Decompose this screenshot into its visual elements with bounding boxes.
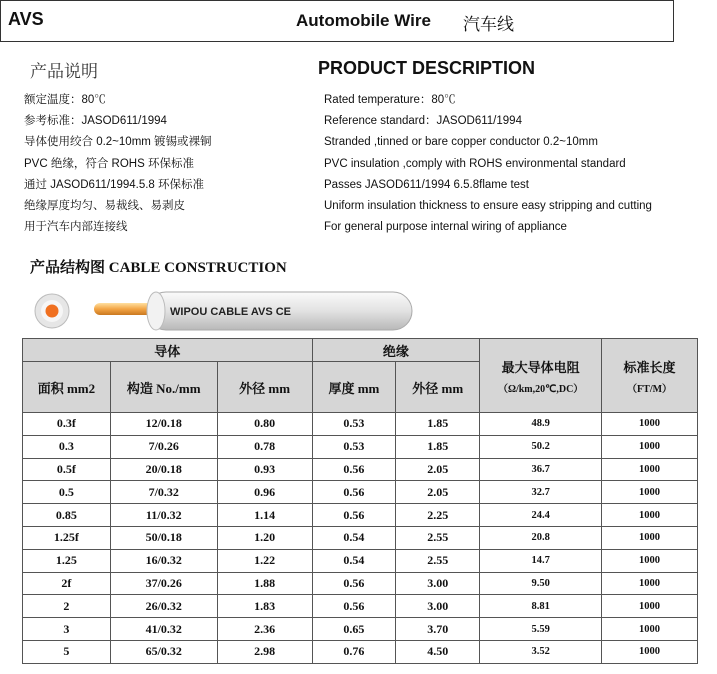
thickness-cell: 0.53 <box>312 413 396 436</box>
table-row <box>23 458 698 481</box>
product-code: AVS <box>8 9 44 29</box>
area-cell: 0.3 <box>23 435 111 458</box>
length-header-label: 标准长度 <box>623 359 676 375</box>
insulation-od-cell: 2.05 <box>396 481 480 504</box>
area-cell: 2f <box>23 572 111 595</box>
structure-cell: 20/0.18 <box>110 458 217 481</box>
description-line-en: Rated temperature：80℃ <box>324 94 456 106</box>
resistance-cell: 8.81 <box>480 595 602 618</box>
insulation-od-cell: 2.55 <box>396 526 480 549</box>
cable-print-text: WIPOU CABLE AVS CE <box>170 306 292 318</box>
resistance-header-unit: （Ω/km,20℃,DC） <box>497 383 584 395</box>
length-cell: 1000 <box>602 504 698 527</box>
table-row <box>23 413 698 436</box>
insulation-od-cell: 1.85 <box>396 435 480 458</box>
description-line-en: Passes JASOD611/1994 6.5.8flame test <box>324 178 529 191</box>
thickness-cell: 0.56 <box>312 458 396 481</box>
resistance-cell: 20.8 <box>480 526 602 549</box>
table-row <box>23 481 698 504</box>
area-cell: 0.3f <box>23 413 111 436</box>
description-line-zh: 导体使用绞合 0.2~10mm 镀锡或裸铜 <box>24 136 212 149</box>
description-line-zh: 用于汽车内部连接线 <box>24 221 128 234</box>
table-row <box>23 549 698 572</box>
cable-illustration <box>22 286 422 338</box>
description-line-zh: 额定温度：80℃ <box>24 94 106 106</box>
length-cell: 1000 <box>602 595 698 618</box>
structure-cell: 7/0.26 <box>110 435 217 458</box>
structure-cell: 26/0.32 <box>110 595 217 618</box>
resistance-cell: 32.7 <box>480 481 602 504</box>
description-line-en: Stranded ,tinned or bare copper conductor 0.2~10mm <box>324 136 598 149</box>
description-line-zh: 绝缘厚度均匀、易裁线、易剥皮 <box>24 200 185 213</box>
description-line-zh: 通过 JASOD611/1994.5.8 环保标准 <box>24 178 205 191</box>
length-cell: 1000 <box>602 572 698 595</box>
group-insulation-header: 绝缘 <box>312 339 480 362</box>
insulation-od-cell: 2.55 <box>396 549 480 572</box>
resistance-cell: 48.9 <box>480 413 602 436</box>
product-title: Automobile Wire <box>296 11 431 30</box>
thickness-cell: 0.56 <box>312 481 396 504</box>
conductor-od-cell: 1.20 <box>217 526 312 549</box>
length-header-unit: （FT/M） <box>627 383 673 395</box>
resistance-cell: 50.2 <box>480 435 602 458</box>
description-line-en: PVC insulation ,comply with ROHS environmental standard <box>324 157 626 170</box>
conductor-od-cell: 1.22 <box>217 549 312 572</box>
structure-cell: 41/0.32 <box>110 618 217 641</box>
group-conductor-header: 导体 <box>23 339 313 362</box>
conductor-od-cell: 1.88 <box>217 572 312 595</box>
conductor-od-cell: 0.96 <box>217 481 312 504</box>
conductor-od-cell: 2.36 <box>217 618 312 641</box>
insulation-od-header: 外径 mm <box>396 362 480 413</box>
thickness-cell: 0.56 <box>312 572 396 595</box>
conductor-od-cell: 1.14 <box>217 504 312 527</box>
thickness-cell: 0.54 <box>312 549 396 572</box>
thickness-cell: 0.76 <box>312 640 396 663</box>
length-cell: 1000 <box>602 526 698 549</box>
table-row <box>23 572 698 595</box>
conductor-od-cell: 2.98 <box>217 640 312 663</box>
description-list-zh <box>24 90 212 238</box>
resistance-cell: 3.52 <box>480 640 602 663</box>
resistance-cell: 24.4 <box>480 504 602 527</box>
length-cell: 1000 <box>602 458 698 481</box>
thickness-cell: 0.56 <box>312 595 396 618</box>
description-line-en: Reference standard：JASOD611/1994 <box>324 115 522 128</box>
description-line-en: For general purpose internal wiring of appliance <box>324 221 567 234</box>
spec-table <box>22 338 698 664</box>
thickness-cell: 0.65 <box>312 618 396 641</box>
area-header: 面积 mm2 <box>23 362 111 413</box>
structure-cell: 50/0.18 <box>110 526 217 549</box>
insulation-od-cell: 2.05 <box>396 458 480 481</box>
length-cell: 1000 <box>602 413 698 436</box>
description-list-en <box>324 90 652 238</box>
construction-heading: 产品结构图 CABLE CONSTRUCTION <box>30 260 287 276</box>
description-line-zh: 参考标准：JASOD611/1994 <box>24 115 167 128</box>
cable-cross-section <box>35 294 69 328</box>
area-cell: 0.5f <box>23 458 111 481</box>
area-cell: 5 <box>23 640 111 663</box>
table-row <box>23 526 698 549</box>
table-row <box>23 618 698 641</box>
length-cell: 1000 <box>602 549 698 572</box>
insulation-od-cell: 2.25 <box>396 504 480 527</box>
conductor-od-cell: 0.80 <box>217 413 312 436</box>
description-line-en: Uniform insulation thickness to ensure easy stripping and cutting <box>324 200 652 213</box>
thickness-cell: 0.56 <box>312 504 396 527</box>
structure-cell: 37/0.26 <box>110 572 217 595</box>
area-cell: 1.25f <box>23 526 111 549</box>
resistance-cell: 14.7 <box>480 549 602 572</box>
length-header <box>602 339 698 413</box>
resistance-cell: 36.7 <box>480 458 602 481</box>
description-line-zh: PVC 绝缘，符合 ROHS 环保标准 <box>24 157 194 170</box>
header-bar <box>0 0 674 42</box>
structure-header: 构造 No./mm <box>110 362 217 413</box>
area-cell: 0.5 <box>23 481 111 504</box>
area-cell: 0.85 <box>23 504 111 527</box>
thickness-cell: 0.54 <box>312 526 396 549</box>
conductor-od-header: 外径 mm <box>217 362 312 413</box>
product-title-zh: 汽车线 <box>463 15 514 34</box>
structure-cell: 11/0.32 <box>110 504 217 527</box>
resistance-header <box>480 339 602 413</box>
conductor-od-cell: 1.83 <box>217 595 312 618</box>
area-cell: 3 <box>23 618 111 641</box>
description-heading-zh: 产品说明 <box>30 62 98 81</box>
insulation-od-cell: 3.00 <box>396 595 480 618</box>
insulation-od-cell: 1.85 <box>396 413 480 436</box>
insulation-od-cell: 3.00 <box>396 572 480 595</box>
resistance-cell: 5.59 <box>480 618 602 641</box>
resistance-header-label: 最大导体电阻 <box>501 359 580 375</box>
area-cell: 1.25 <box>23 549 111 572</box>
structure-cell: 7/0.32 <box>110 481 217 504</box>
insulation-od-cell: 3.70 <box>396 618 480 641</box>
length-cell: 1000 <box>602 481 698 504</box>
conductor-od-cell: 0.93 <box>217 458 312 481</box>
thickness-cell: 0.53 <box>312 435 396 458</box>
structure-cell: 12/0.18 <box>110 413 217 436</box>
table-row <box>23 435 698 458</box>
structure-cell: 16/0.32 <box>110 549 217 572</box>
table-row <box>23 504 698 527</box>
length-cell: 1000 <box>602 640 698 663</box>
description-heading-en: PRODUCT DESCRIPTION <box>318 58 536 78</box>
insulation-od-cell: 4.50 <box>396 640 480 663</box>
conductor-od-cell: 0.78 <box>217 435 312 458</box>
length-cell: 1000 <box>602 435 698 458</box>
thickness-header: 厚度 mm <box>312 362 396 413</box>
table-row <box>23 640 698 663</box>
table-row <box>23 595 698 618</box>
length-cell: 1000 <box>602 618 698 641</box>
area-cell: 2 <box>23 595 111 618</box>
spec-table-body <box>23 413 698 664</box>
structure-cell: 65/0.32 <box>110 640 217 663</box>
resistance-cell: 9.50 <box>480 572 602 595</box>
